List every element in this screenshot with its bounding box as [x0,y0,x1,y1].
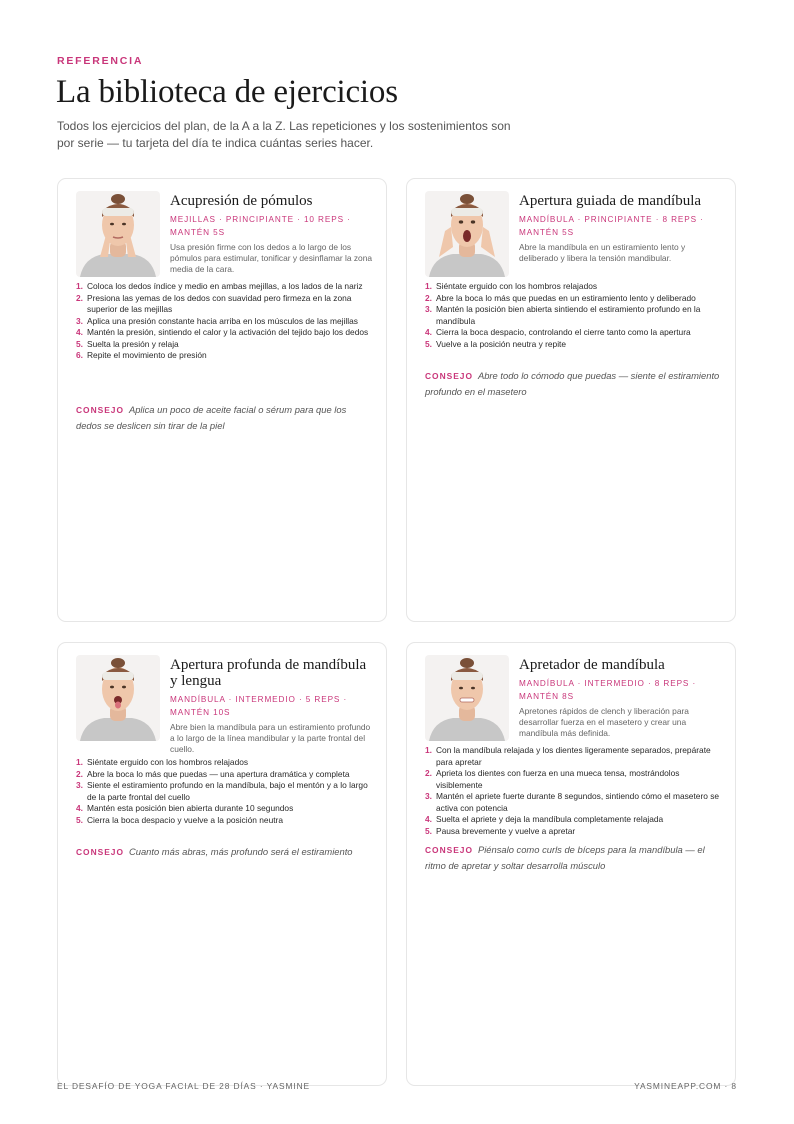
step-number: 1. [76,757,83,767]
tip [425,842,723,873]
step-number: 3. [76,780,83,790]
step-number: 2. [425,768,432,778]
step-item: 2. Aprieta los dientes con fuerza en una mueca tensa, mostrándolos visiblemente [425,768,680,790]
intro-text: Todos los ejercicios del plan, de la A a la Z. Las repeticiones y los sostenimientos son por serie — tu tarjeta del día te indica cuántas series hacer. [57,119,511,150]
tip-text: Aplica un poco de aceite facial o sérum para que los dedos se deslicen sin tirar de la piel [76,404,347,431]
step-number: 6. [76,350,83,360]
tip-label: CONSEJO [425,845,473,855]
steps-list [76,281,372,362]
step-item: 1. Siéntate erguido con los hombros relajados [425,281,598,291]
exercise-card-jaw-clencher [406,642,736,1086]
exercise-tags: MANDÍBULA · INTERMEDIO · 8 REPS · MANTÉN 8S [519,679,697,701]
step-item: 4. Mantén esta posición bien abierta durante 10 segundos [76,803,294,813]
steps-list [425,281,721,350]
exercise-title: Apertura guiada de mandíbula [519,193,702,209]
step-number: 2. [76,292,83,303]
eyebrow-label: REFERENCIA [57,55,144,67]
exercise-illustration [76,191,160,277]
exercise-illustration [425,191,509,277]
step-item: 2. Presiona las yemas de los dedos con suavidad pero firmeza en la zona superior de las mejillas [76,292,352,314]
exercise-card-cheekbone-acupressure [57,178,387,622]
step-number: 4. [425,327,432,337]
step-number: 3. [425,304,432,314]
page-title: La biblioteca de ejercicios [56,74,398,110]
steps-list [425,745,721,837]
tip-text: Abre todo lo cómodo que puedas — siente el estiramiento profundo en el masetero [425,370,720,397]
tip [425,368,723,399]
footer-brand: EL DESAFÍO DE YOGA FACIAL DE 28 DÍAS · YASMINE [57,1081,311,1091]
exercise-illustration [76,655,160,741]
tip-text: Cuanto más abras, más profundo será el estiramiento [128,846,353,857]
step-item: 6. Repite el movimiento de presión [76,350,207,360]
step-number: 3. [425,791,432,801]
step-item: 5. Suelta la presión y relaja [76,338,179,349]
step-item: 3. Siente el estiramiento profundo en la mandíbula, bajo el mentón y a lo largo de la parte frontal del cuello [76,780,368,802]
step-item: 3. Mantén el apriete fuerte durante 8 segundos, sintiendo cómo el masetero se activa con potencia [425,791,720,813]
step-number: 5. [425,825,432,836]
step-item: 5. Vuelve a la posición neutra y repite [425,338,567,349]
step-number: 2. [76,768,83,779]
step-number: 3. [76,315,83,326]
exercise-card-guided-jaw-opening [406,178,736,622]
step-item: 5. Pausa brevemente y vuelve a apretar [425,825,576,836]
tip [76,844,374,860]
exercise-card-deep-jaw-tongue-opening [57,642,387,1086]
step-number: 1. [425,745,432,755]
exercise-tags: MANDÍBULA · INTERMEDIO · 5 REPS · MANTÉN 10S [170,695,348,717]
step-item: 4. Mantén la presión, sintiendo el calor y la activación del tejido bajo los dedos [76,327,369,337]
tip [76,402,374,433]
step-item: 2. Abre la boca lo más que puedas en un estiramiento lento y deliberado [425,292,696,303]
exercise-illustration [425,655,509,741]
exercise-description: Usa presión firme con los dedos a lo largo de los pómulos para estimular, tonificar y desinflamar la zona media de la cara. [170,242,373,274]
tip-label: CONSEJO [76,405,124,415]
exercise-tags: MANDÍBULA · PRINCIPIANTE · 8 REPS · MANTÉN 5S [519,215,704,237]
exercise-description: Apretones rápidos de clench y liberación para desarrollar fuerza en el masetero y crear una mandíbula más definida. [519,706,689,738]
footer-page: YASMINEAPP.COM · 8 [634,1081,737,1091]
step-number: 5. [76,338,83,349]
step-item: 4. Suelta el apriete y deja la mandíbula completamente relajada [425,814,664,824]
exercise-title: Acupresión de pómulos [170,193,313,209]
step-item: 4. Cierra la boca despacio, controlando el cierre tanto como la apertura [425,327,691,337]
step-item: 3. Mantén la posición bien abierta sintiendo el estiramiento profundo en la mandíbula [425,304,701,326]
exercise-description: Abre la mandíbula en un estiramiento lento y deliberado y libera la tensión mandibular. [519,242,686,263]
step-item: 1. Con la mandíbula relajada y los dientes ligeramente separados, prepárate para apretar [425,745,711,767]
step-number: 5. [425,338,432,349]
step-number: 1. [76,281,83,291]
step-number: 4. [76,327,83,337]
step-number: 2. [425,292,432,303]
tip-label: CONSEJO [425,371,473,381]
step-item: 2. Abre la boca lo más que puedas — una apertura dramática y completa [76,768,350,779]
tip-text: Piénsalo como curls de bíceps para la mandíbula — el ritmo de apretar y soltar desarrolla músculo [425,844,705,871]
exercise-title: Apertura profunda de mandíbula y lengua [170,657,367,689]
exercise-tags: MEJILLAS · PRINCIPIANTE · 10 REPS · MANTÉN 5S [170,215,351,237]
step-item: 1. Siéntate erguido con los hombros relajados [76,757,249,767]
steps-list [76,757,372,826]
step-item: 3. Aplica una presión constante hacia arriba en los músculos de las mejillas [76,315,358,326]
step-number: 4. [425,814,432,824]
tip-label: CONSEJO [76,847,124,857]
step-number: 1. [425,281,432,291]
exercise-title: Apretador de mandíbula [519,657,665,673]
step-number: 4. [76,803,83,813]
exercise-description: Abre bien la mandíbula para un estiramiento profundo a lo largo de la línea mandibular y la parte frontal del cuello. [170,722,371,754]
step-item: 1. Coloca los dedos índice y medio en ambas mejillas, a los lados de la nariz [76,281,363,291]
step-number: 5. [76,814,83,825]
step-item: 5. Cierra la boca despacio y vuelve a la posición neutra [76,814,283,825]
